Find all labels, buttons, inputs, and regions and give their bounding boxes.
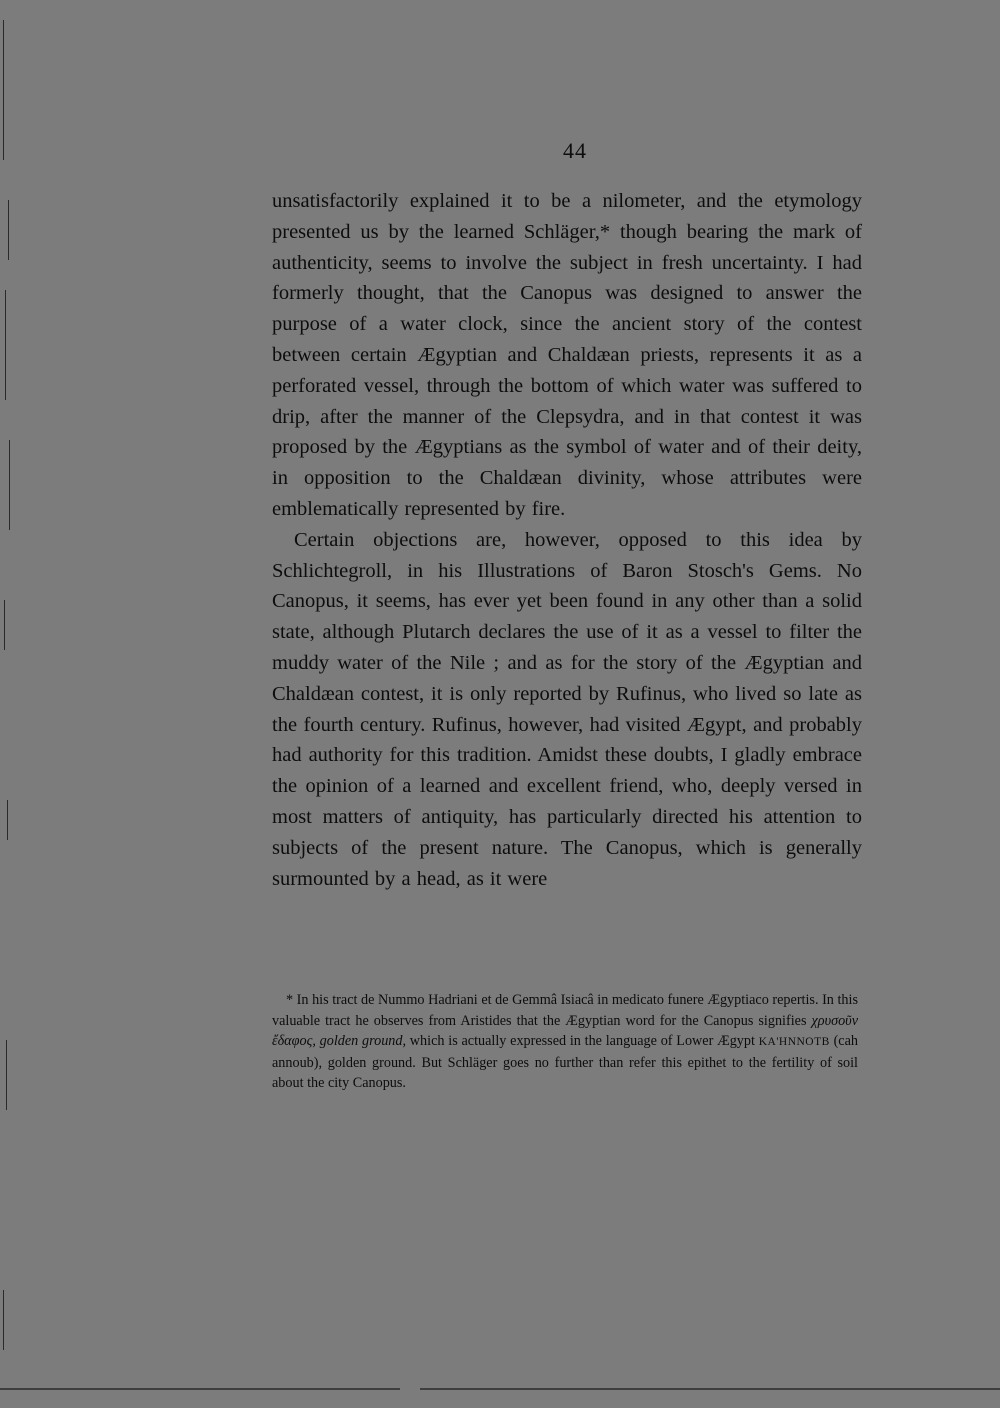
footnote-part-3: (cah annoub), golden ground. But Schläger goes no further than refer this epithet to the fertility of soil about the city Canopus. [272, 1033, 858, 1091]
footnote-greek-phrase: χρυσοῦν ἔδαφος, golden ground, [272, 1012, 858, 1049]
footnote [272, 990, 858, 1094]
paragraph-2: Certain objections are, however, opposed to this idea by Schlichtegroll, in his Illustrations of Baron Stosch's Gems. No Canopus, it seems, has ever yet been found in any other than a solid state, although Plutarch declares the use of it as a vessel to filter the muddy water of the Nile ; and as for the story of the Ægyptian and Chaldæan contest, it is only reported by Rufinus, who lived so late as the fourth century. Rufinus, however, had visited Ægypt, and probably had authority for this tradition. Amidst these doubts, I gladly embrace the opinion of a learned and excellent friend, who, deeply versed in most matters of antiquity, has particularly directed his attention to subjects of the present nature. The Canopus, which is generally surmounted by a head, as it were [272, 528, 862, 890]
footnote-coptic-word: KA'HNNOTB [758, 1036, 830, 1048]
footnote-part-2: which is actually expressed in the language of Lower Ægypt [406, 1033, 759, 1049]
paragraph-1: unsatisfactorily explained it to be a nilometer, and the etymology presented us by the learned Schläger,* though bearing the mark of authenticity, seems to involve the subject in fresh uncertainty. I had formerly thought, that the Canopus was designed to answer the purpose of a water clock, since the ancient story of the contest between certain Ægyptian and Chaldæan priests, represents it as a perforated vessel, through the bottom of which water was suffered to drip, after the manner of the Clepsydra, and in that contest it was proposed by the Ægyptians as the symbol of water and of their deity, in opposition to the Chaldæan divinity, whose attributes were emblematically represented by fire. [272, 190, 862, 520]
body-text [272, 186, 862, 894]
bottom-scan-rule [0, 1388, 1000, 1390]
page-number: 44 [563, 138, 587, 163]
footnote-text [272, 990, 858, 1094]
footnote-part-1: * In his tract de Nummo Hadriani et de Gemmâ Isiacâ in medicato funere Ægyptiaco repertis. In this valuable tract he observes from Aristides that the Ægyptian word for the Canopus signifies [272, 992, 858, 1029]
scan-edge-artifact [0, 0, 14, 1408]
